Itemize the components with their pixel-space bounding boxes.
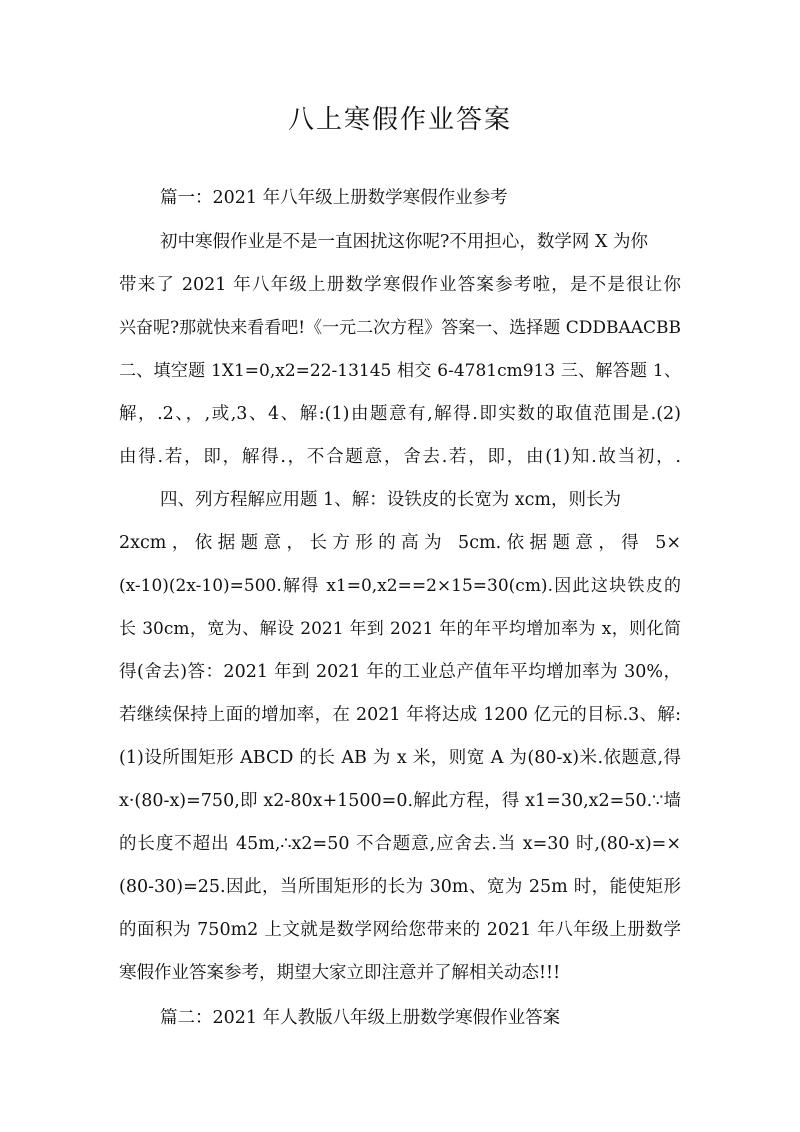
section-heading-1: 篇一：2021 年八年级上册数学寒假作业参考 bbox=[160, 188, 508, 208]
paragraph-2-line: 的面积为 750m2 上文就是数学网给您带来的 2021 年八年级上册数学 bbox=[119, 920, 681, 940]
paragraph-2-line: (x-10)(2x-10)=500.解得 x1=0,x2==2×15=30(cm).因此这块铁皮的 bbox=[119, 576, 681, 596]
paragraph-1-line: 初中寒假作业是不是一直困扰这你呢?不用担心，数学网 X 为你 bbox=[160, 232, 648, 252]
paragraph-1-line: 解，.2、，,或,3、4、解:(1)由题意有,解得.即实数的取值范围是.(2) bbox=[119, 404, 681, 424]
paragraph-2-line: (1)设所围矩形 ABCD 的长 AB 为 x 米，则宽 A 为(80-x)米.依题意,得 bbox=[119, 748, 681, 768]
paragraph-2-line: 若继续保持上面的增加率，在 2021 年将达成 1200 亿元的目标.3、解: bbox=[119, 705, 681, 725]
section-heading-2: 篇二：2021 年人教版八年级上册数学寒假作业答案 bbox=[160, 1008, 561, 1028]
document-title: 八上寒假作业答案 bbox=[287, 105, 512, 135]
paragraph-2-line: 寒假作业答案参考，期望大家立即注意并了解相关动态!!! bbox=[119, 963, 561, 983]
paragraph-2-line: x·(80-x)=750,即 x2-80x+1500=0.解此方程，得 x1=30,x2=50.∵墙 bbox=[119, 791, 681, 811]
paragraph-2-line: 2xcm，依据题意，长方形的高为 5cm.依据题意，得 5× bbox=[119, 533, 681, 553]
paragraph-2-line: 得(舍去)答：2021 年到 2021 年的工业总产值年平均增加率为 30%， bbox=[119, 662, 681, 682]
paragraph-1-line: 二、填空题 1X1=0,x2=22-13145 相交 6-4781cm913 三、解答题 1、 bbox=[119, 361, 681, 381]
paragraph-1-line: 带来了 2021 年八年级上册数学寒假作业答案参考啦，是不是很让你 bbox=[119, 275, 681, 295]
paragraph-2-line: (80-30)=25.因此，当所围矩形的长为 30m、宽为 25m 时，能使矩形 bbox=[119, 877, 681, 897]
paragraph-2-line: 四、列方程解应用题 1、解：设铁皮的长宽为 xcm，则长为 bbox=[160, 490, 622, 510]
paragraph-2-line: 的长度不超出 45m,∴x2=50 不合题意,应舍去.当 x=30 时,(80-x)=× bbox=[119, 834, 681, 854]
paragraph-2-line: 长 30cm，宽为、解设 2021 年到 2021 年的年平均增加率为 x，则化简 bbox=[119, 619, 681, 639]
paragraph-1-line: 由得.若，即，解得.，不合题意，舍去.若，即，由(1)知.故当初，. bbox=[119, 447, 681, 467]
paragraph-1-line: 兴奋呢?那就快来看看吧!《一元二次方程》答案一、选择题 CDDBAACBB bbox=[119, 318, 681, 338]
